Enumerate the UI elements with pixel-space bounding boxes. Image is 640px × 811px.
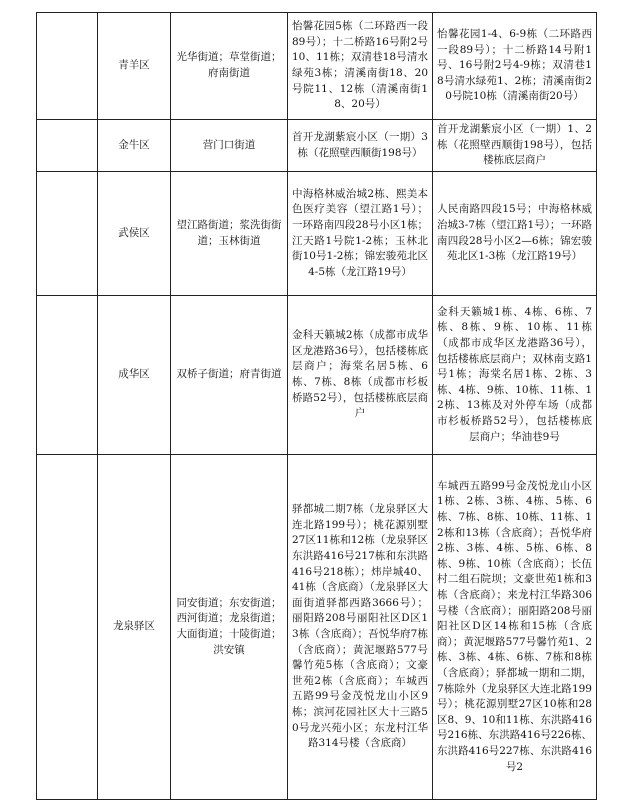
area-cell-a: 首开龙湖紫宸小区（一期）3栋（花照壁西顺街198号） [288,120,433,172]
blank-cell [37,13,98,120]
blank-cell [37,172,98,296]
area-cell-b: 怡馨花园1-4、6-9栋（二环路西一段89号）；十二桥路14号附1号、16号附2号4-9栋；双清巷18号清水绿苑1、2栋；清溪南街20号院10栋（清溪南街20号） [433,13,597,120]
streets-cell: 同安街道；东安街道；西河街道；龙泉街道；大面街道；十陵街道；洪安镇 [171,455,288,800]
blank-cell [37,455,98,800]
streets-cell: 光华街道；草堂街道；府南街道 [171,13,288,120]
streets-cell: 望江路街道；浆洗街街道；玉林街道 [171,172,288,296]
area-cell-a: 金科天籁城2栋（成都市成华区龙港路36号），包括楼栋底层商户；海棠名居5栋、6栋、7栋、8栋（成都市杉板桥路52号），包括楼栋底层商户 [288,296,433,455]
district-cell: 龙泉驿区 [98,455,171,800]
epidemic-area-table [36,12,597,800]
district-cell: 金牛区 [98,120,171,172]
area-cell-a: 驿都城二期7栋（龙泉驿区大连北路199号）；桃花源别墅27区11栋和12栋（龙泉驿区东洪路416号217栋和东洪路416号218栋）；炜岸城40、41栋（含底商）（龙泉驿区大面街道驿都西路3666号）；丽阳路208号丽阳社区D区13栋（含底商）；吾悦华府7栋（含底商）；黄泥堰路577号馨竹苑5栋（含底商）；文豪世苑2栋（含底商）；车城西五路99号金茂悦龙山小区9栋；滨河花园社区大十三路50号龙兴苑小区；东龙村江华路314号楼（含底商） [288,455,433,800]
area-cell-b: 首开龙湖紫宸小区（一期）1、2栋（花照壁西顺街198号），包括楼栋底层商户 [433,120,597,172]
table-row [37,172,597,296]
streets-cell: 双桥子街道；府青街道 [171,296,288,455]
table-row [37,296,597,455]
area-cell-b: 车城西五路99号金茂悦龙山小区1栋、2栋、3栋、4栋、5栋、6栋、7栋、8栋、10栋、11栋、12栋和13栋（含底商）；吾悦华府2栋、3栋、4栋、5栋、6栋、8栋、9栋、10栋（含底商）；长伍村二组石院坝；文豪世苑1栋和3栋（含底商）；来龙村江华路306号楼（含底商）；丽阳路208号丽阳社区D区14栋和15栋（含底商）；黄泥堰路577号馨竹苑1、2栋、3栋、4栋、6栋、7栋和8栋（含底商）；驿都城一期和二期，7栋除外（龙泉驿区大连北路199号）；桃花源别墅27区10栋和28区8、9、10和11栋、东洪路416号216栋、东洪路416号226栋、东洪路416号227栋、东洪路416号2 [433,455,597,800]
table-row [37,455,597,800]
table-row [37,120,597,172]
streets-cell: 营门口街道 [171,120,288,172]
district-cell: 成华区 [98,296,171,455]
area-cell-a: 怡馨花园5栋（二环路西一段89号）；十二桥路16号附2号10、11栋；双清巷18号清水绿苑3栋；清溪南街18、20号院11、12栋（清溪南街18、20号） [288,13,433,120]
blank-cell [37,296,98,455]
area-cell-b: 金科天籁城1栋、4栋、6栋、7栋、8栋、9栋、10栋、11栋（成都市成华区龙港路36号），包括楼栋底层商户；双林南支路1号1栋；海棠名居1栋、2栋、3栋、4栋、9栋、10栋、11栋、12栋、13栋及对外停车场（成都市杉板桥路52号），包括楼栋底层商户；华油巷9号 [433,296,597,455]
area-cell-b: 人民南路四段15号；中海格林威治城3-7栋（望江路1号）；一环路南四段28号小区2—6栋；锦宏骏苑北区1-3栋（龙江路19号） [433,172,597,296]
district-cell: 青羊区 [98,13,171,120]
table-row [37,13,597,120]
district-cell: 武侯区 [98,172,171,296]
blank-cell [37,120,98,172]
area-cell-a: 中海格林威治城2栋、熙美本色医疗美容（望江路1号）；一环路南四段28号小区1栋；江天路1号院1-2栋；玉林北街10号1-2栋；锦宏骏苑北区4-5栋（龙江路19号） [288,172,433,296]
